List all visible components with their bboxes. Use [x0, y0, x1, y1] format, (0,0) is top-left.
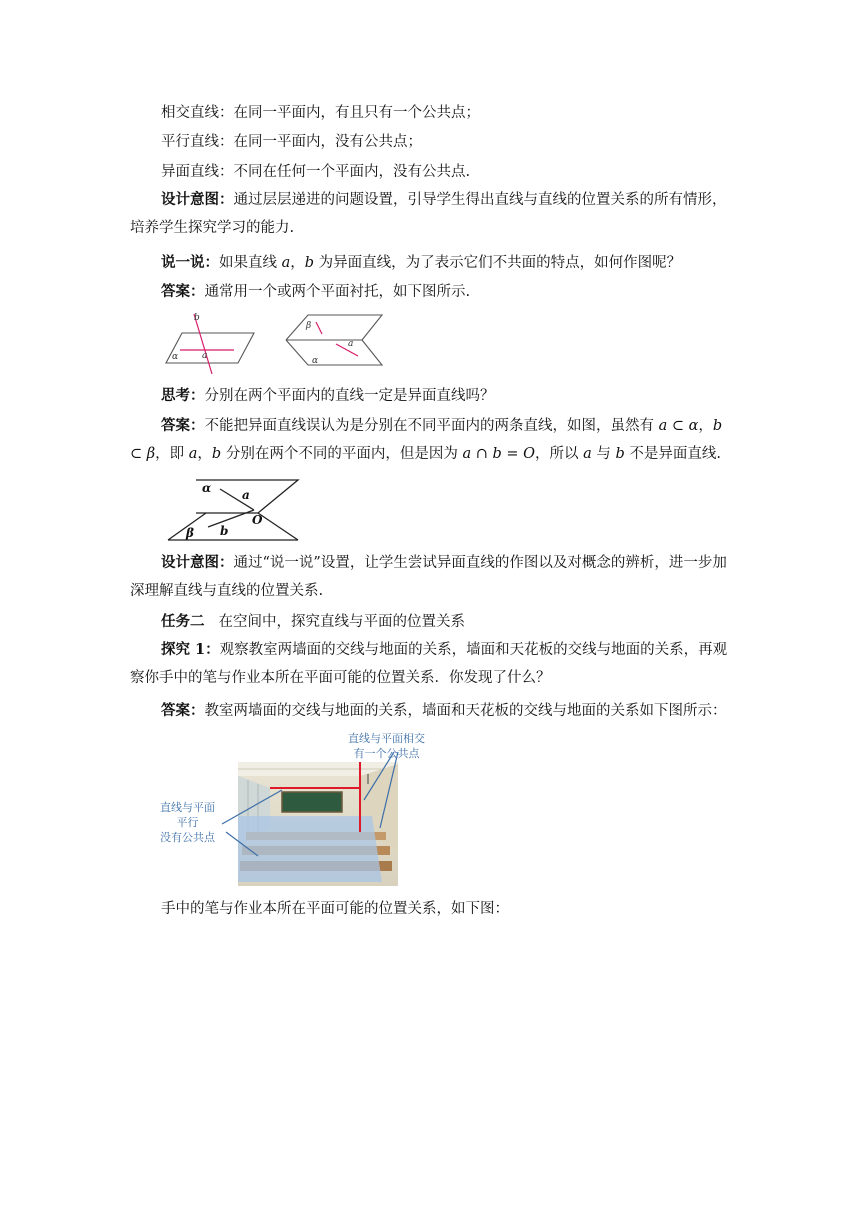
task-2-heading: 任务二 在空间中，探究直线与平面的位置关系 [161, 613, 465, 630]
svg-text:α: α [172, 352, 179, 362]
answer-label: 答案： [161, 702, 205, 719]
explore-1: 探究 1：观察教室两墙面的交线与地面的关系，墙面和天花板的交线与地面的关系，再观察你手中的笔与作业本所在平面可能的位置关系．你发现了什么？ [130, 641, 728, 686]
design-intent-label: 设计意图： [161, 554, 234, 571]
svg-text:a: a [242, 488, 250, 502]
svg-text:β: β [306, 321, 312, 331]
svg-text:b: b [194, 313, 200, 323]
design-intent-text: 通过层层递进的问题设置，引导学生得出直线与直线的位置关系的所有情形，培养学生探究学习的能力. [130, 192, 727, 236]
svg-text:O: O [252, 513, 263, 527]
answer-3: 答案：教室两墙面的交线与地面的关系，墙面和天花板的交线与地面的关系如下图所示： [161, 702, 727, 719]
final-line: 手中的笔与作业本所在平面可能的位置关系，如下图： [161, 901, 509, 917]
def-skew-lines: 异面直线：不同在任何一个平面内，没有公共点. [161, 164, 471, 180]
design-intent-1 [130, 186, 730, 242]
callout-parallel: 直线与平面 平行 没有公共点 [160, 801, 215, 844]
def-parallel-lines: 平行直线：在同一平面内，没有公共点； [161, 134, 422, 150]
design-intent-text: 通过“说一说”设置，让学生尝试异面直线的作图以及对概念的辨析，进一步加深理解直线与直线的位置关系. [130, 555, 727, 599]
explore-1-label: 探究 1： [161, 641, 220, 658]
svg-text:a: a [202, 351, 208, 361]
say-it-label: 说一说： [161, 254, 219, 271]
think-label: 思考： [161, 387, 205, 404]
answer-label: 答案： [161, 283, 205, 300]
design-intent-2 [130, 549, 730, 605]
svg-text:α: α [312, 356, 319, 366]
think-question: 思考：分别在两个平面内的直线一定是异面直线吗？ [161, 387, 495, 404]
answer-label: 答案： [161, 417, 205, 434]
svg-text:b: b [220, 524, 229, 538]
intersecting-lines-two-planes-figure [166, 477, 316, 547]
svg-text:β: β [186, 526, 194, 540]
say-it-question: 说一说：如果直线 a，b 为异面直线，为了表示它们不共面的特点，如何作图呢？ [161, 254, 682, 271]
skew-lines-two-planes-figure [284, 310, 386, 370]
task-2-label: 任务二 [161, 613, 205, 630]
answer-1: 答案：通常用一个或两个平面衬托，如下图所示. [161, 283, 471, 300]
svg-text:a: a [348, 339, 354, 349]
skew-lines-one-plane-figure [160, 308, 260, 376]
svg-text:α: α [202, 481, 212, 495]
answer-2: 答案：不能把异面直线误认为是分别在不同平面内的两条直线，如图，虽然有 a ⊂ α，b ⊂ β，即 a，b 分别在两个不同的平面内，但是因为 a ∩ b = O，所以 a 与 b 不是异面直线. [130, 417, 723, 462]
callout-intersecting: 直线与平面相交 有一个公共点 [348, 732, 425, 760]
def-intersecting-lines: 相交直线：在同一平面内，有且只有一个公共点； [161, 105, 480, 121]
design-intent-label: 设计意图： [161, 191, 234, 208]
